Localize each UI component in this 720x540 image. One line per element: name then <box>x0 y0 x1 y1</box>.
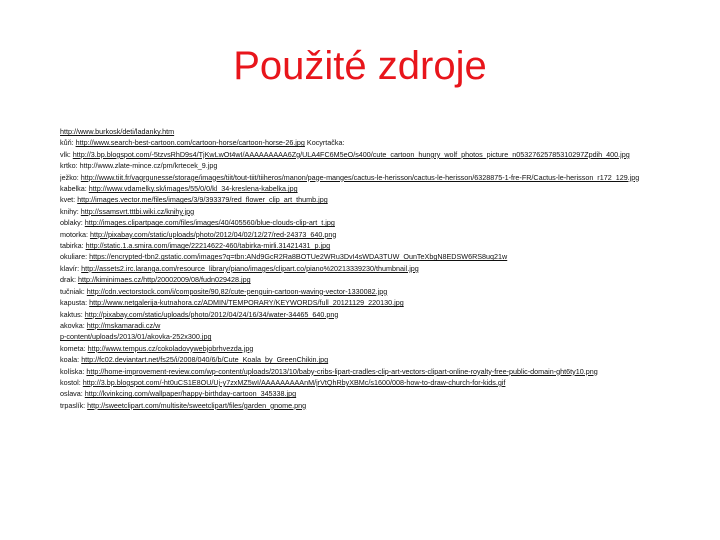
source-label: oslava: <box>60 389 85 399</box>
page-title: Použité zdroje <box>233 44 487 88</box>
source-link[interactable]: http://pixabay.com/static/uploads/photo/2012/04/24/16/34/water-34465_640.png <box>84 309 339 319</box>
source-line <box>60 194 700 205</box>
source-link[interactable]: http://www.netgalerija-kutnahora.cz/ADMIN/TEMPORARY/KEYWORDS/full_20121129_220130.jpg <box>89 298 404 308</box>
source-link[interactable]: http://www.burkosk/deti/ladanky.htm <box>60 127 175 136</box>
source-link[interactable]: http://3.bp.blogspot.com/-ht0uCS1E8OU/Uj-y7zxMZ5wI/AAAAAAAAAnM/jrVtQhRbyXBMc/s1600/008-how-to-draw-church-for-kids.gif <box>82 377 506 387</box>
source-label: ježko: <box>60 172 81 182</box>
source-label: kabelka: <box>60 184 89 194</box>
source-link[interactable]: http://sweetclipart.com/multisite/sweetclipart/files/garden_gnome.png <box>87 400 307 410</box>
source-link[interactable]: http://kiminimaes.cz/http/20002009/08/fudn029428.jpg <box>77 275 251 285</box>
source-line <box>60 320 700 331</box>
source-label: motorka: <box>60 229 90 239</box>
source-line <box>60 286 700 297</box>
source-link[interactable]: http://www.tempus.cz/cokoladovywebjobrhvezda.jpg <box>87 343 254 353</box>
source-line <box>60 331 700 342</box>
source-line <box>60 343 700 354</box>
source-label: okuliare: <box>60 252 90 262</box>
source-link[interactable]: http://images.clipartpage.com/files/images/40/405560/blue-clouds-clip-art_t.jpg <box>84 218 335 228</box>
source-line <box>60 297 700 308</box>
source-line <box>60 229 700 240</box>
source-line <box>60 206 700 217</box>
source-label: drak: <box>60 275 78 285</box>
source-label: tučniak: <box>60 286 87 296</box>
source-link[interactable]: http://www.tiit.fr/vagrgunesse/storage/images/tiit/tout-tiit/tiiheros/manon/page-manges/cactus-le-herisson/cactus-le-herisson/6328875-1-fre-FR/Cactus-le-herisson_r172_129.jpg <box>80 172 640 182</box>
source-link[interactable]: http://www.search-best-cartoon.com/cartoon-horse/cartoon-horse-26.jpg <box>75 138 305 148</box>
source-link[interactable]: http://cdn.vectorstock.com/i/composite/90,82/cute-penguin-cartoon-waving-vector-1330082.jpg <box>86 286 388 296</box>
source-link[interactable]: http://fc02.deviantart.net/fs25/i/2008/040/6/b/Cute_Koala_by_GreenChikin.jpg <box>81 355 329 365</box>
source-label: knihy: <box>60 206 81 216</box>
source-link[interactable]: http://assets2.irc.laranga.com/resource_library/piano/images/clipart.co/piano%20213339230/thumbnail.jpg <box>81 263 419 273</box>
source-label: kolíska: <box>60 366 87 376</box>
source-link[interactable]: http://static.1.a.smira.com/image/22214622-460/tabirka-mirli.31421431_p.jpg <box>85 241 331 251</box>
source-link[interactable]: http://mskamaradi.cz/w <box>86 320 161 330</box>
source-line <box>60 263 700 274</box>
source-line <box>60 366 700 377</box>
source-line <box>60 160 700 171</box>
source-link[interactable]: http://ssamsvrt.tttbi.wiki.cz/knihy.jpg <box>80 206 195 216</box>
source-line <box>60 137 700 148</box>
source-link[interactable]: http://www.vdamelky.sk/images/55/0/0/kl_34-kreslena-kabelka.jpg <box>88 184 298 194</box>
source-line <box>60 172 700 183</box>
source-link[interactable]: p-content/uploads/2013/01/akovka-252x300.jpg <box>60 332 212 342</box>
source-line <box>60 377 700 388</box>
source-line <box>60 354 700 365</box>
source-link[interactable]: http://3.bp.blogspot.com/-5tzvsRhD9s4/TjKwLwOt4wI/AAAAAAAAA6Zg/ULA4FC6M5eO/s400/cute_cartoon_hungry_wolf_photos_picture_n05327625785310297Zpdih_400.jpg <box>72 149 630 159</box>
source-label: kůň: <box>60 138 76 148</box>
source-line <box>60 240 700 251</box>
source-line <box>60 388 700 399</box>
source-link[interactable]: http://home-improvement-review.com/wp-content/uploads/2013/10/baby-cribs-lipart-cradles-clip-art-vectors-clipart-online-royalty-free-public-domain-ght6ty10.png <box>86 366 598 376</box>
source-label: trpaslík: <box>60 400 88 410</box>
source-label: kostol: <box>60 377 83 387</box>
source-label: vlk: <box>60 149 73 159</box>
source-line <box>60 400 700 411</box>
source-line <box>60 251 700 262</box>
source-line <box>60 149 700 160</box>
source-line <box>60 126 700 137</box>
source-label: kometa: <box>60 343 88 353</box>
sources-list <box>60 126 700 411</box>
source-label: klavír: <box>60 263 82 273</box>
source-line <box>60 309 700 320</box>
source-link[interactable]: http://kvinkcing.com/wallpaper/happy-birthday-cartoon_345338.jpg <box>84 389 297 399</box>
source-label: krtko: http://www.zlate-mince.cz/pm/krtecek_9.jpg <box>60 161 218 171</box>
source-label: kaktus: <box>60 309 85 319</box>
source-link[interactable]: http://images.vector.me/files/images/3/9/393379/red_flower_clip_art_thumb.jpg <box>77 195 328 205</box>
source-label: tabirka: <box>60 241 86 251</box>
source-label: kvet: <box>60 195 78 205</box>
source-line <box>60 183 700 194</box>
source-label: kapusta: <box>60 298 90 308</box>
source-link[interactable]: https://encrypted-tbn2.gstatic.com/images?q=tbn:ANd9GcR2Ra8BOTUe2WRu3DvI4sWDA3TUW_OunTeXbgN8EDSW6RS8uq21w <box>89 252 508 262</box>
source-label: koala: <box>60 355 82 365</box>
source-line <box>60 274 700 285</box>
source-label: oblaky: <box>60 218 85 228</box>
source-line <box>60 217 700 228</box>
source-link[interactable]: http://pixabay.com/static/uploads/photo/2012/04/02/12/27/red-24373_640.png <box>89 229 337 239</box>
source-label: akovka: <box>60 320 87 330</box>
source-note: Kocyrtačka: <box>304 138 345 148</box>
